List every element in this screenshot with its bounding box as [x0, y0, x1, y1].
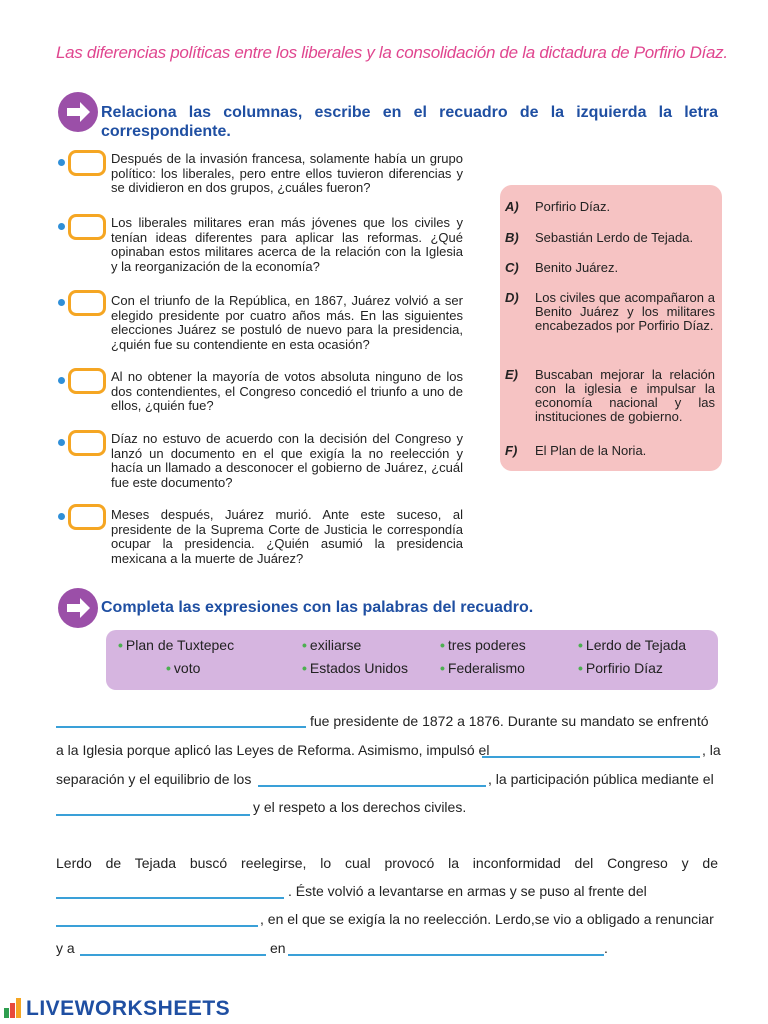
- blank-field-6[interactable]: [56, 925, 258, 927]
- answer-box-2[interactable]: [68, 214, 106, 240]
- question-4: Al no obtener la mayoría de votos absoluta ninguno de los dos contendientes, el Congreso concedió el triunfo a uno de ellos, ¿quién fue?: [111, 369, 463, 413]
- answer-text: Buscaban mejorar la relación con la iglesia e impulsar la economía nacional y las instituciones de gobierno.: [535, 367, 715, 424]
- word-item: • Porfirio Díaz: [578, 660, 663, 676]
- paragraph2-text: .: [604, 940, 608, 956]
- paragraph1-text: a la Iglesia porque aplicó las Leyes de Reforma. Asimismo, impulsó el: [56, 742, 490, 758]
- blank-field-1[interactable]: [56, 726, 306, 728]
- answer-text: Porfirio Díaz.: [535, 199, 611, 214]
- answer-option-a: [505, 200, 715, 214]
- bullet-icon: [58, 299, 65, 306]
- bullet-icon: •: [302, 637, 307, 653]
- answer-box-5[interactable]: [68, 430, 106, 456]
- answer-text: Benito Juárez.: [535, 260, 619, 275]
- bullet-icon: •: [166, 660, 171, 676]
- blank-field-2[interactable]: [482, 756, 700, 758]
- paragraph1-text: y el respeto a los derechos civiles.: [253, 799, 467, 815]
- blank-field-3[interactable]: [258, 785, 486, 787]
- bullet-icon: •: [440, 637, 445, 653]
- word-item: • exiliarse: [302, 637, 362, 653]
- question-1: Después de la invasión francesa, solamente había un grupo político: los liberales, pero entre ellos tuvieron diferencias y se dividieron en dos grupos, ¿cuáles fueron?: [111, 151, 463, 195]
- arrow-icon: [58, 92, 98, 132]
- bullet-icon: [58, 223, 65, 230]
- bullet-icon: [58, 439, 65, 446]
- answer-box-4[interactable]: [68, 368, 106, 394]
- paragraph1-text: , la: [702, 742, 721, 758]
- paragraph1-text: separación y el equilibrio de los: [56, 771, 252, 787]
- bullet-icon: [58, 377, 65, 384]
- instruction-complete: Completa las expresiones con las palabras del recuadro.: [101, 599, 534, 616]
- bullet-icon: •: [118, 637, 123, 653]
- question-3: Con el triunfo de la República, en 1867, Juárez volvió a ser elegido presidente por cuatro años más. En las siguientes elecciones Juárez se postuló de nuevo para la presidencia, ¿quién fue su contendiente en esta ocasión?: [111, 293, 463, 352]
- word-item: • tres poderes: [440, 637, 526, 653]
- word-bank: [106, 630, 718, 690]
- word-item: • Estados Unidos: [302, 660, 408, 676]
- bullet-icon: •: [302, 660, 307, 676]
- logo-text: LIVEWORKSHEETS: [26, 997, 231, 1020]
- answer-option-d: [505, 291, 715, 333]
- paragraph2-text: . Éste volvió a levantarse en armas y se puso al frente del: [288, 883, 647, 899]
- answer-key: D): [505, 290, 519, 305]
- blank-field-4[interactable]: [56, 814, 250, 816]
- question-6: Meses después, Juárez murió. Ante este suceso, al presidente de la Suprema Corte de Justicia le correspondía ocupar la presidencia. ¿Quién asumió la presidencia mexicana a la muerte de Juárez?: [111, 507, 463, 566]
- answer-text: El Plan de la Noria.: [535, 443, 647, 458]
- answer-text: Los civiles que acompañaron a Benito Juárez y los militares encabezados por Porfirio Díaz.: [535, 290, 715, 333]
- answer-key: A): [505, 199, 519, 214]
- bullet-icon: •: [578, 637, 583, 653]
- word-item: • Federalismo: [440, 660, 525, 676]
- word-item: • Lerdo de Tejada: [578, 637, 687, 653]
- question-2: Los liberales militares eran más jóvenes que los civiles y tenían ideas diferentes para aplicar las reformas. ¿Qué opinaban estos militares acerca de la relación con la Iglesia y la reorganización de la economía?: [111, 215, 463, 274]
- word-item: • Plan de Tuxtepec: [118, 637, 235, 653]
- answer-key: C): [505, 260, 519, 275]
- blank-field-5[interactable]: [56, 897, 284, 899]
- answer-option-c: [505, 261, 715, 275]
- paragraph1-text: , la participación pública mediante el: [488, 771, 714, 787]
- blank-field-7[interactable]: [80, 954, 266, 956]
- answer-box-1[interactable]: [68, 150, 106, 176]
- bullet-icon: [58, 513, 65, 520]
- question-5: Díaz no estuvo de acuerdo con la decisión del Congreso y lanzó un documento en el que exigía la no reelección y hacía un llamado a desconocer el gobierno de Juárez, ¿cuál fue este documento?: [111, 431, 463, 490]
- blank-field-8[interactable]: [288, 954, 604, 956]
- bullet-icon: •: [578, 660, 583, 676]
- page-title: Las diferencias políticas entre los liberales y la consolidación de la dictadura de Porfirio Díaz.: [56, 43, 728, 62]
- bullet-icon: [58, 159, 65, 166]
- paragraph2-text: , en el que se exigía la no reelección. Lerdo,se vio a obligado a renunciar: [260, 911, 714, 927]
- answer-options-panel: [500, 185, 722, 471]
- answer-key: E): [505, 367, 518, 382]
- bullet-icon: •: [440, 660, 445, 676]
- paragraph1-text: fue presidente de 1872 a 1876. Durante su mandato se enfrentó: [310, 713, 709, 729]
- paragraph2-text: en: [270, 940, 286, 956]
- answer-key: B): [505, 230, 519, 245]
- answer-box-6[interactable]: [68, 504, 106, 530]
- answer-key: F): [505, 443, 518, 458]
- word-item: • voto: [166, 660, 201, 676]
- answer-option-e: [505, 368, 715, 424]
- answer-option-b: [505, 231, 715, 245]
- paragraph2-text: Lerdo de Tejada buscó reelegirse, lo cual provocó la inconformidad del Congreso y de: [56, 855, 718, 871]
- answer-text: Sebastián Lerdo de Tejada.: [535, 230, 694, 245]
- arrow-icon: [58, 588, 98, 628]
- answer-box-3[interactable]: [68, 290, 106, 316]
- liveworksheets-logo: [4, 997, 230, 1021]
- answer-option-f: [505, 444, 715, 458]
- instruction-match: Relaciona las columnas, escribe en el recuadro de la izquierda la letra correspondiente.: [101, 104, 718, 140]
- logo-icon: [4, 998, 26, 1018]
- paragraph2-text: y a: [56, 940, 75, 956]
